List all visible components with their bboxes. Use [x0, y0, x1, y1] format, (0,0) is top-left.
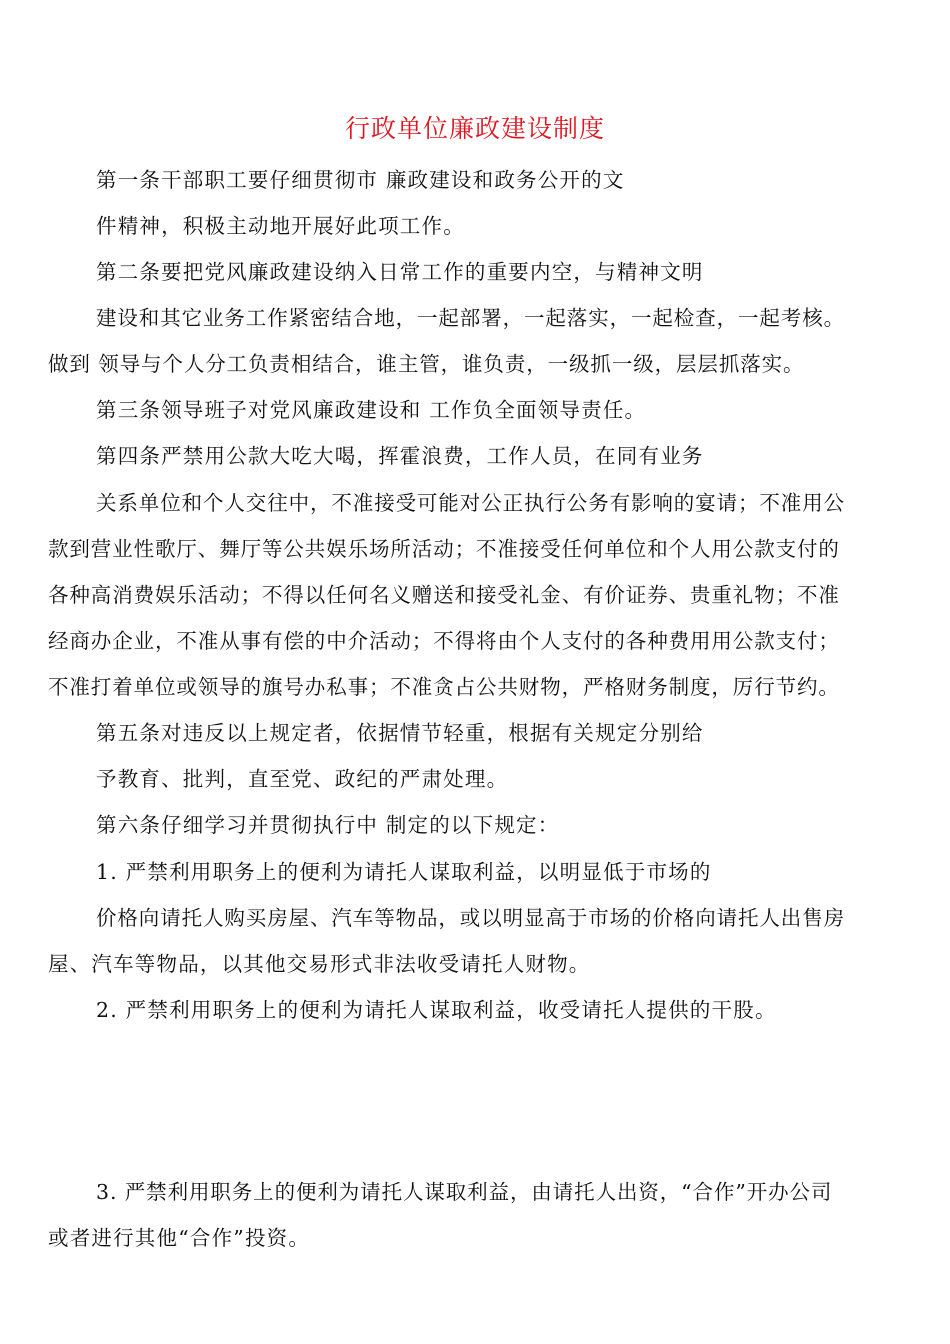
text-line: 予教育、批判，直至党、政纪的严肃处理。 — [96, 767, 509, 791]
document-title: 行政单位廉政建设制度 — [344, 114, 605, 143]
text-line: 1. 严禁利用职务上的便利为请托人谋取利益，以明显低于市场的 — [96, 860, 712, 884]
text-line: 第四条严禁用公款大吃大喝，挥霍浪费，工作人员，在同有业务 — [96, 444, 704, 468]
text-line: 做到 领导与个人分工负责相结合，谁主管，谁负责，一级抓一级，层层抓落实。 — [48, 352, 805, 376]
text-line: 第三条领导班子对党风廉政建设和 工作负全面领导责任。 — [96, 398, 647, 422]
text-line: 第五条对违反以上规定者，依据情节轻重，根据有关规定分别给 — [96, 721, 704, 745]
text-line: 经商办企业，不准从事有偿的中介活动；不得将由个人支付的各种费用用公款支付； — [48, 629, 840, 653]
text-line: 建设和其它业务工作紧密结合地，一起部署，一起落实，一起检查，一起考核。 — [96, 306, 845, 330]
text-line: 各种高消费娱乐活动；不得以任何名义赠送和接受礼金、有价证券、贵重礼物；不准 — [48, 583, 840, 607]
text-line: 或者进行其他“合作”投资。 — [48, 1226, 311, 1250]
text-line: 不准打着单位或领导的旗号办私事；不准贪占公共财物，严格财务制度，厉行节约。 — [48, 675, 840, 699]
text-line: 第六条仔细学习并贯彻执行中 制定的以下规定： — [96, 813, 560, 837]
text-line: 第二条要把党风廉政建设纳入日常工作的重要内空，与精神文明 — [96, 260, 704, 284]
text-line: 款到营业性歌厅、舞厅等公共娱乐场所活动；不准接受任何单位和个人用公款支付的 — [48, 537, 840, 561]
text-line: 关系单位和个人交往中，不准接受可能对公正执行公务有影响的宴请；不准用公 — [96, 491, 845, 515]
text-line: 件精神，积极主动地开展好此项工作。 — [96, 214, 465, 238]
text-line: 屋、汽车等物品，以其他交易形式非法收受请托人财物。 — [48, 952, 591, 976]
text-line: 3. 严禁利用职务上的便利为请托人谋取利益，由请托人出资，“合作”开办公司 — [96, 1180, 833, 1204]
text-line: 价格向请托人购买房屋、汽车等物品，或以明显高于市场的价格向请托人出售房 — [96, 906, 845, 930]
text-line: 2. 严禁利用职务上的便利为请托人谋取利益，收受请托人提供的干股。 — [96, 998, 777, 1022]
text-line: 第一条干部职工要仔细贯彻市 廉政建设和政务公开的文 — [96, 168, 625, 192]
